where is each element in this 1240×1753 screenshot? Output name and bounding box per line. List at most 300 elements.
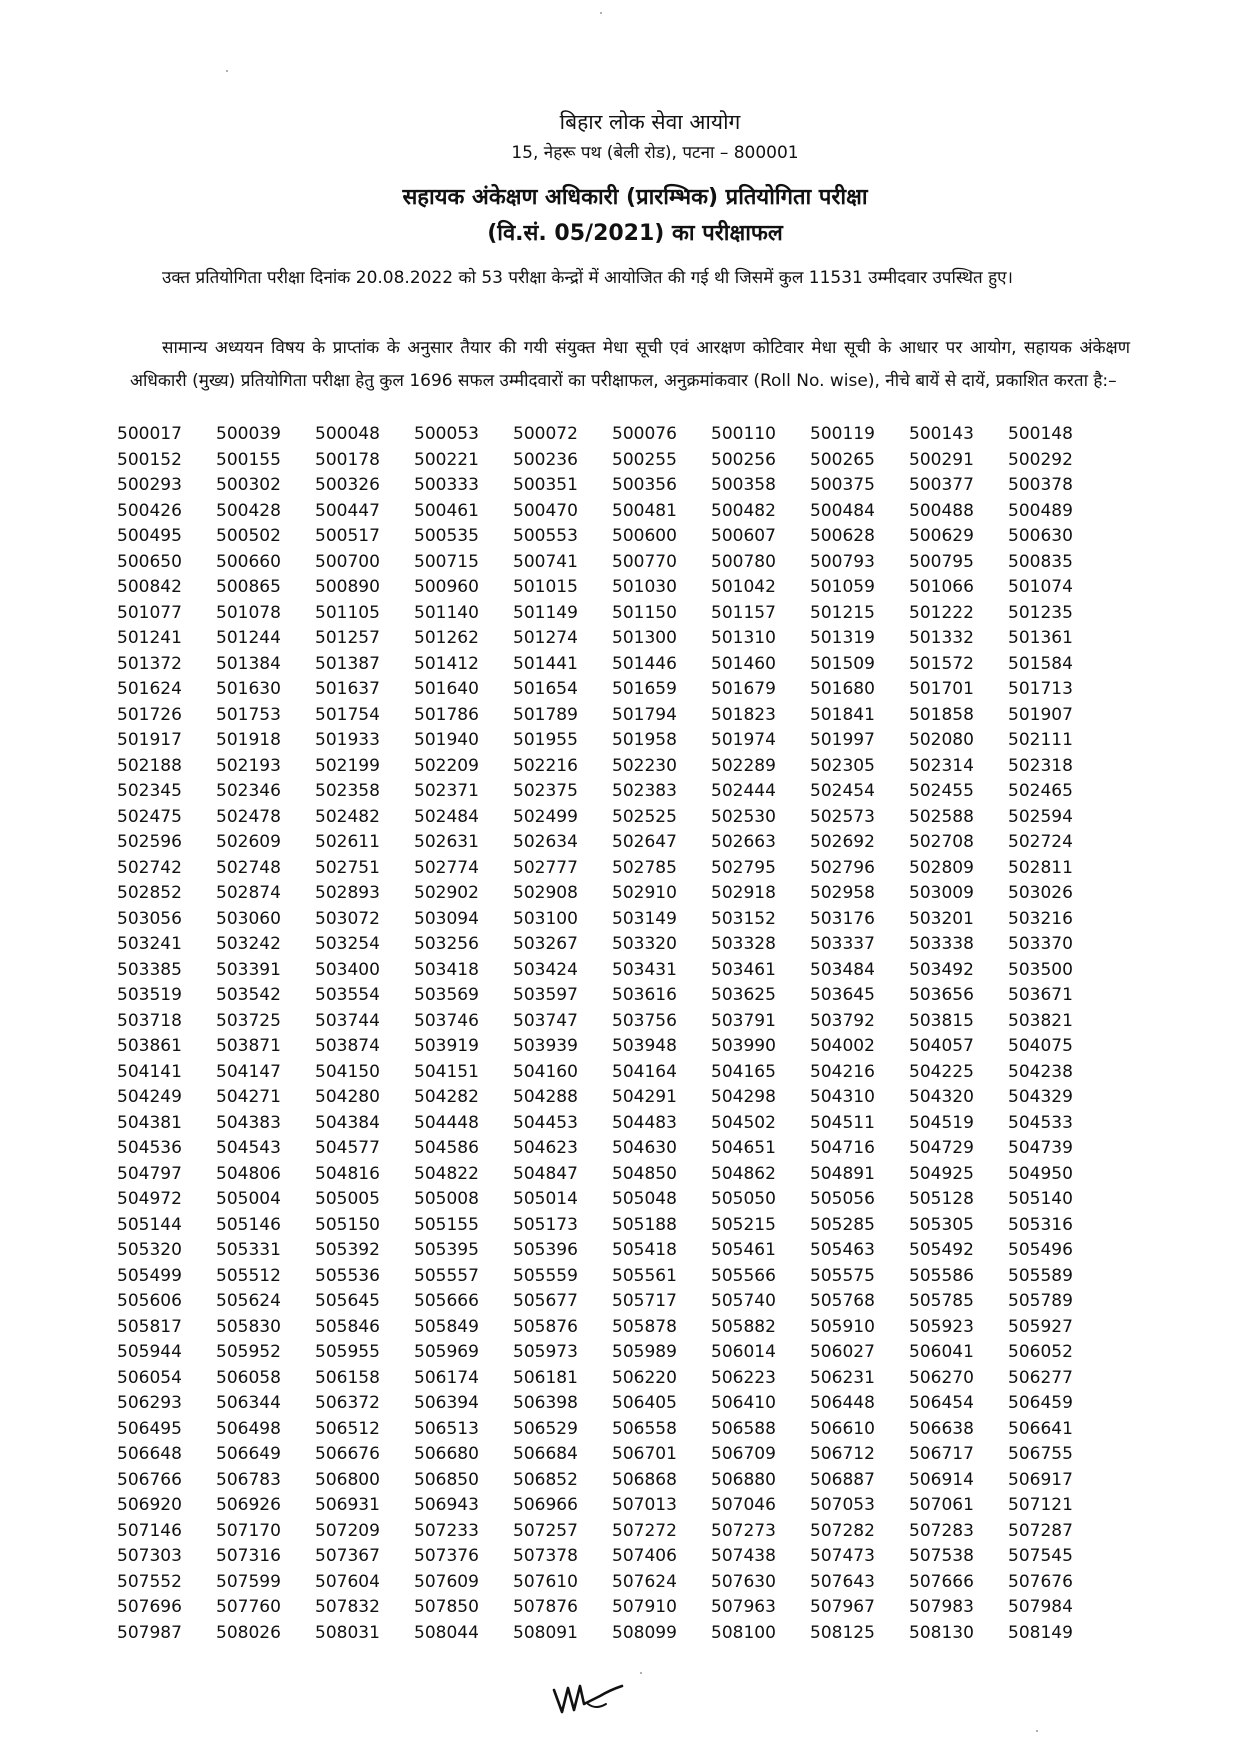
scan-speck xyxy=(226,70,228,72)
roll-number-cell: 502647 xyxy=(612,832,677,852)
roll-number-grid xyxy=(117,422,1137,1646)
roll-number-cell: 500481 xyxy=(612,500,677,521)
roll-number-cell: 505418 xyxy=(612,1240,677,1260)
roll-number-cell: 504298 xyxy=(711,1087,776,1107)
roll-number-cell: 506405 xyxy=(612,1393,677,1413)
roll-number-cell: 506783 xyxy=(216,1469,281,1490)
roll-number-cell: 503492 xyxy=(909,959,974,980)
roll-number-cell: 501958 xyxy=(612,730,677,750)
roll-number-cell: 503744 xyxy=(315,1010,380,1031)
roll-number-cell: 504280 xyxy=(315,1087,380,1107)
roll-number-cell: 501372 xyxy=(117,653,182,674)
roll-number-cell: 502455 xyxy=(909,781,974,801)
roll-number-cell: 507473 xyxy=(810,1546,875,1566)
roll-number-cell: 504850 xyxy=(612,1163,677,1184)
roll-number-cell: 500302 xyxy=(216,475,281,495)
roll-number-cell: 501105 xyxy=(315,602,380,623)
roll-number-cell: 503391 xyxy=(216,959,281,980)
roll-number-cell: 508044 xyxy=(414,1622,479,1643)
roll-number-cell: 500265 xyxy=(810,449,875,470)
roll-number-cell: 505005 xyxy=(315,1189,380,1209)
roll-number-cell: 503554 xyxy=(315,985,380,1005)
roll-number-cell: 501235 xyxy=(1008,602,1073,623)
roll-number-cell: 505817 xyxy=(117,1316,182,1337)
roll-number-cell: 505463 xyxy=(810,1240,875,1260)
roll-number-cell: 505008 xyxy=(414,1189,479,1209)
roll-number-cell: 507967 xyxy=(810,1597,875,1617)
roll-number-cell: 504225 xyxy=(909,1061,974,1082)
roll-number-cell: 502478 xyxy=(216,806,281,827)
roll-number-cell: 504448 xyxy=(414,1112,479,1133)
roll-number-cell: 506495 xyxy=(117,1418,182,1439)
roll-number-cell: 503656 xyxy=(909,985,974,1005)
roll-number-cell: 502375 xyxy=(513,781,578,801)
roll-number-cell: 502594 xyxy=(1008,806,1073,827)
roll-number-cell: 506220 xyxy=(612,1367,677,1388)
roll-number-cell: 502724 xyxy=(1008,832,1073,852)
roll-number-cell: 504249 xyxy=(117,1087,182,1107)
roll-number-cell: 501244 xyxy=(216,628,281,648)
roll-number-cell: 502454 xyxy=(810,781,875,801)
roll-number-cell: 502525 xyxy=(612,806,677,827)
roll-number-cell: 505004 xyxy=(216,1189,281,1209)
roll-number-cell: 501412 xyxy=(414,653,479,674)
roll-number-cell: 507832 xyxy=(315,1597,380,1617)
roll-number-cell: 503815 xyxy=(909,1010,974,1031)
roll-number-cell: 504381 xyxy=(117,1112,182,1133)
roll-number-cell: 501659 xyxy=(612,679,677,699)
roll-number-cell: 502475 xyxy=(117,806,182,827)
roll-number-cell: 502358 xyxy=(315,781,380,801)
roll-number-cell: 505589 xyxy=(1008,1265,1073,1286)
roll-number-cell: 506966 xyxy=(513,1495,578,1515)
roll-number-cell: 507146 xyxy=(117,1520,182,1541)
roll-number-cell: 500741 xyxy=(513,551,578,572)
roll-number-cell: 502346 xyxy=(216,781,281,801)
roll-number-cell: 508149 xyxy=(1008,1622,1073,1643)
roll-number-cell: 503461 xyxy=(711,959,776,980)
roll-number-cell: 502874 xyxy=(216,883,281,903)
roll-number-cell: 508099 xyxy=(612,1622,677,1643)
roll-number-cell: 501794 xyxy=(612,704,677,725)
roll-number-cell: 502199 xyxy=(315,755,380,776)
roll-number-cell: 506676 xyxy=(315,1444,380,1464)
roll-number-cell: 500835 xyxy=(1008,551,1073,572)
roll-number-cell: 500960 xyxy=(414,577,479,597)
roll-number-cell: 500660 xyxy=(216,551,281,572)
roll-number-cell: 500488 xyxy=(909,500,974,521)
roll-number-cell: 503267 xyxy=(513,934,578,954)
roll-number-cell: 501858 xyxy=(909,704,974,725)
roll-number-cell: 500780 xyxy=(711,551,776,572)
roll-number-cell: 508130 xyxy=(909,1622,974,1643)
roll-number-cell: 503718 xyxy=(117,1010,182,1031)
roll-number-cell: 501584 xyxy=(1008,653,1073,674)
roll-number-cell: 501933 xyxy=(315,730,380,750)
roll-number-cell: 500326 xyxy=(315,475,380,495)
roll-number-cell: 506701 xyxy=(612,1444,677,1464)
roll-number-cell: 508091 xyxy=(513,1622,578,1643)
roll-number-cell: 505395 xyxy=(414,1240,479,1260)
roll-number-cell: 501997 xyxy=(810,730,875,750)
roll-number-cell: 503056 xyxy=(117,908,182,929)
roll-number-cell: 500221 xyxy=(414,449,479,470)
roll-number-cell: 503597 xyxy=(513,985,578,1005)
roll-number-cell: 507283 xyxy=(909,1520,974,1541)
roll-number-cell: 504165 xyxy=(711,1061,776,1082)
roll-number-cell: 502893 xyxy=(315,883,380,903)
roll-number-cell: 506920 xyxy=(117,1495,182,1515)
paragraph-result-basis xyxy=(130,332,1130,398)
roll-number-cell: 505575 xyxy=(810,1265,875,1286)
roll-number-cell: 504729 xyxy=(909,1138,974,1158)
roll-number-cell: 504384 xyxy=(315,1112,380,1133)
roll-number-cell: 506498 xyxy=(216,1418,281,1439)
roll-number-cell: 501823 xyxy=(711,704,776,725)
roll-number-cell: 506270 xyxy=(909,1367,974,1388)
roll-number-cell: 506223 xyxy=(711,1367,776,1388)
roll-number-cell: 502796 xyxy=(810,857,875,878)
roll-number-cell: 501940 xyxy=(414,730,479,750)
roll-number-cell: 503616 xyxy=(612,985,677,1005)
paragraph-attendance xyxy=(130,262,1130,295)
roll-number-cell: 504822 xyxy=(414,1163,479,1184)
roll-number-cell: 500428 xyxy=(216,500,281,521)
roll-number-cell: 504288 xyxy=(513,1087,578,1107)
roll-number-cell: 503671 xyxy=(1008,985,1073,1005)
roll-number-cell: 505677 xyxy=(513,1291,578,1311)
roll-number-cell: 502609 xyxy=(216,832,281,852)
roll-number-cell: 501637 xyxy=(315,679,380,699)
roll-number-cell: 501319 xyxy=(810,628,875,648)
roll-number-cell: 503337 xyxy=(810,934,875,954)
roll-number-cell: 504164 xyxy=(612,1061,677,1082)
roll-number-cell: 505878 xyxy=(612,1316,677,1337)
roll-number-cell: 502751 xyxy=(315,857,380,878)
roll-number-cell: 504950 xyxy=(1008,1163,1073,1184)
roll-number-cell: 501679 xyxy=(711,679,776,699)
roll-number-cell: 505586 xyxy=(909,1265,974,1286)
roll-number-cell: 505392 xyxy=(315,1240,380,1260)
roll-number-cell: 504536 xyxy=(117,1138,182,1158)
roll-number-cell: 505155 xyxy=(414,1214,479,1235)
scan-speck xyxy=(640,1672,642,1674)
roll-number-cell: 506610 xyxy=(810,1418,875,1439)
roll-number-cell: 506887 xyxy=(810,1469,875,1490)
roll-number-cell: 505876 xyxy=(513,1316,578,1337)
roll-number-cell: 503569 xyxy=(414,985,479,1005)
roll-number-cell: 506914 xyxy=(909,1469,974,1490)
roll-number-cell: 504329 xyxy=(1008,1087,1073,1107)
roll-number-cell: 506027 xyxy=(810,1342,875,1362)
roll-number-cell: 506041 xyxy=(909,1342,974,1362)
roll-number-cell: 502785 xyxy=(612,857,677,878)
roll-number-cell: 500890 xyxy=(315,577,380,597)
roll-number-cell: 502314 xyxy=(909,755,974,776)
roll-number-cell: 508031 xyxy=(315,1622,380,1643)
roll-number-cell: 501624 xyxy=(117,679,182,699)
roll-number-cell: 501789 xyxy=(513,704,578,725)
roll-number-cell: 506641 xyxy=(1008,1418,1073,1439)
roll-number-cell: 505944 xyxy=(117,1342,182,1362)
roll-number-cell: 503152 xyxy=(711,908,776,929)
roll-number-cell: 502852 xyxy=(117,883,182,903)
roll-number-cell: 502305 xyxy=(810,755,875,776)
roll-number-cell: 501149 xyxy=(513,602,578,623)
roll-number-cell: 504502 xyxy=(711,1112,776,1133)
roll-number-cell: 503625 xyxy=(711,985,776,1005)
roll-number-cell: 507609 xyxy=(414,1571,479,1592)
roll-number-cell: 501241 xyxy=(117,628,182,648)
roll-number-cell: 505305 xyxy=(909,1214,974,1235)
roll-number-cell: 500607 xyxy=(711,526,776,546)
roll-number-cell: 503431 xyxy=(612,959,677,980)
roll-number-cell: 503328 xyxy=(711,934,776,954)
roll-number-cell: 506684 xyxy=(513,1444,578,1464)
roll-number-cell: 505140 xyxy=(1008,1189,1073,1209)
roll-number-cell: 505789 xyxy=(1008,1291,1073,1311)
roll-number-cell: 503861 xyxy=(117,1036,182,1056)
roll-number-cell: 507910 xyxy=(612,1597,677,1617)
roll-number-cell: 505536 xyxy=(315,1265,380,1286)
roll-number-cell: 507963 xyxy=(711,1597,776,1617)
roll-number-cell: 505849 xyxy=(414,1316,479,1337)
roll-number-cell: 504847 xyxy=(513,1163,578,1184)
roll-number-cell: 506648 xyxy=(117,1444,182,1464)
roll-number-cell: 503500 xyxy=(1008,959,1073,980)
roll-number-cell: 500470 xyxy=(513,500,578,521)
roll-number-cell: 501015 xyxy=(513,577,578,597)
roll-number-cell: 506174 xyxy=(414,1367,479,1388)
roll-number-cell: 504739 xyxy=(1008,1138,1073,1158)
roll-number-cell: 507624 xyxy=(612,1571,677,1592)
roll-number-cell: 501042 xyxy=(711,577,776,597)
letterhead xyxy=(0,108,1240,163)
roll-number-cell: 500155 xyxy=(216,449,281,470)
roll-number-cell: 506868 xyxy=(612,1469,677,1490)
roll-number-cell: 506755 xyxy=(1008,1444,1073,1464)
roll-number-cell: 500076 xyxy=(612,424,677,444)
roll-number-cell: 503201 xyxy=(909,908,974,929)
exam-title-line-2: (वि.सं. 05/2021) का परीक्षाफल xyxy=(487,221,783,246)
signature-mark xyxy=(548,1660,628,1720)
roll-number-cell: 507987 xyxy=(117,1622,182,1643)
roll-number-cell: 506052 xyxy=(1008,1342,1073,1362)
roll-number-cell: 500461 xyxy=(414,500,479,521)
roll-number-cell: 506054 xyxy=(117,1367,182,1388)
roll-number-cell: 504806 xyxy=(216,1163,281,1184)
roll-number-cell: 507061 xyxy=(909,1495,974,1515)
roll-number-cell: 500629 xyxy=(909,526,974,546)
roll-number-cell: 506410 xyxy=(711,1393,776,1413)
roll-number-cell: 501509 xyxy=(810,653,875,674)
roll-number-cell: 504075 xyxy=(1008,1036,1073,1056)
roll-number-cell: 504511 xyxy=(810,1112,875,1133)
roll-number-cell: 505173 xyxy=(513,1214,578,1235)
roll-number-cell: 500630 xyxy=(1008,526,1073,546)
roll-number-cell: 502209 xyxy=(414,755,479,776)
roll-number-cell: 501215 xyxy=(810,602,875,623)
roll-number-cell: 504586 xyxy=(414,1138,479,1158)
roll-number-cell: 506058 xyxy=(216,1367,281,1388)
roll-number-cell: 502918 xyxy=(711,883,776,903)
roll-number-cell: 505989 xyxy=(612,1342,677,1362)
roll-number-cell: 500502 xyxy=(216,526,281,546)
roll-number-cell: 503100 xyxy=(513,908,578,929)
org-name: बिहार लोक सेवा आयोग xyxy=(559,110,741,134)
roll-number-cell: 503241 xyxy=(117,934,182,954)
roll-number-cell: 506277 xyxy=(1008,1367,1073,1388)
roll-number-cell: 504310 xyxy=(810,1087,875,1107)
roll-number-cell: 503990 xyxy=(711,1036,776,1056)
roll-number-cell: 504383 xyxy=(216,1112,281,1133)
roll-number-cell: 502289 xyxy=(711,755,776,776)
roll-number-cell: 503094 xyxy=(414,908,479,929)
roll-number-cell: 500715 xyxy=(414,551,479,572)
roll-number-cell: 504151 xyxy=(414,1061,479,1082)
roll-number-cell: 503484 xyxy=(810,959,875,980)
roll-number-cell: 500447 xyxy=(315,500,380,521)
roll-number-cell: 507367 xyxy=(315,1546,380,1566)
exam-title-line-1: सहायक अंकेक्षण अधिकारी (प्रारम्भिक) प्रतियोगिता परीक्षा xyxy=(402,185,868,210)
roll-number-cell: 504925 xyxy=(909,1163,974,1184)
roll-number-cell: 500535 xyxy=(414,526,479,546)
roll-number-cell: 500600 xyxy=(612,526,677,546)
roll-number-cell: 506917 xyxy=(1008,1469,1073,1490)
roll-number-cell: 502588 xyxy=(909,806,974,827)
roll-number-cell: 500865 xyxy=(216,577,281,597)
roll-number-cell: 507983 xyxy=(909,1597,974,1617)
roll-number-cell: 506014 xyxy=(711,1342,776,1362)
roll-number-cell: 500333 xyxy=(414,475,479,495)
roll-number-cell: 505717 xyxy=(612,1291,677,1311)
roll-number-cell: 500291 xyxy=(909,449,974,470)
roll-number-cell: 500293 xyxy=(117,475,182,495)
roll-number-cell: 504816 xyxy=(315,1163,380,1184)
roll-number-cell: 500072 xyxy=(513,424,578,444)
roll-number-cell: 502748 xyxy=(216,857,281,878)
roll-number-cell: 501157 xyxy=(711,602,776,623)
roll-number-cell: 506181 xyxy=(513,1367,578,1388)
roll-number-cell: 508026 xyxy=(216,1622,281,1643)
roll-number-cell: 506513 xyxy=(414,1418,479,1439)
roll-number-cell: 507303 xyxy=(117,1546,182,1566)
roll-number-cell: 507666 xyxy=(909,1571,974,1592)
roll-number-cell: 503254 xyxy=(315,934,380,954)
roll-number-cell: 507272 xyxy=(612,1520,677,1541)
roll-number-cell: 503939 xyxy=(513,1036,578,1056)
roll-number-cell: 500793 xyxy=(810,551,875,572)
roll-number-cell: 502774 xyxy=(414,857,479,878)
roll-number-cell: 500482 xyxy=(711,500,776,521)
roll-number-cell: 501078 xyxy=(216,602,281,623)
roll-number-cell: 501030 xyxy=(612,577,677,597)
roll-number-cell: 507676 xyxy=(1008,1571,1073,1592)
roll-number-cell: 501262 xyxy=(414,628,479,648)
roll-number-cell: 507984 xyxy=(1008,1597,1073,1617)
roll-number-cell: 501753 xyxy=(216,704,281,725)
roll-number-cell: 505561 xyxy=(612,1265,677,1286)
roll-number-cell: 507376 xyxy=(414,1546,479,1566)
roll-number-cell: 503216 xyxy=(1008,908,1073,929)
roll-number-cell: 500178 xyxy=(315,449,380,470)
roll-number-cell: 500017 xyxy=(117,424,182,444)
roll-number-cell: 505666 xyxy=(414,1291,479,1311)
roll-number-cell: 504519 xyxy=(909,1112,974,1133)
roll-number-cell: 507273 xyxy=(711,1520,776,1541)
roll-number-cell: 507209 xyxy=(315,1520,380,1541)
roll-number-cell: 507630 xyxy=(711,1571,776,1592)
roll-number-cell: 503746 xyxy=(414,1010,479,1031)
roll-number-cell: 506512 xyxy=(315,1418,380,1439)
roll-number-cell: 504271 xyxy=(216,1087,281,1107)
roll-number-cell: 505882 xyxy=(711,1316,776,1337)
roll-number-cell: 501387 xyxy=(315,653,380,674)
roll-number-cell: 507545 xyxy=(1008,1546,1073,1566)
roll-number-cell: 500842 xyxy=(117,577,182,597)
roll-number-cell: 504630 xyxy=(612,1138,677,1158)
roll-number-cell: 504291 xyxy=(612,1087,677,1107)
roll-number-cell: 505740 xyxy=(711,1291,776,1311)
roll-number-cell: 502663 xyxy=(711,832,776,852)
roll-number-cell: 504651 xyxy=(711,1138,776,1158)
roll-number-cell: 504141 xyxy=(117,1061,182,1082)
roll-number-cell: 501074 xyxy=(1008,577,1073,597)
roll-number-cell: 500553 xyxy=(513,526,578,546)
roll-number-cell: 500039 xyxy=(216,424,281,444)
roll-number-cell: 502908 xyxy=(513,883,578,903)
roll-number-cell: 505285 xyxy=(810,1214,875,1235)
paragraph-attendance-text: उक्त प्रतियोगिता परीक्षा दिनांक 20.08.2022 को 53 परीक्षा केन्द्रों में आयोजित की गई थी जिसमें कुल 11531 उम्मीदवार उपस्थित हुए। xyxy=(162,268,1013,288)
roll-number-cell: 505566 xyxy=(711,1265,776,1286)
roll-number-cell: 505496 xyxy=(1008,1240,1073,1260)
roll-number-cell: 503418 xyxy=(414,959,479,980)
roll-number-cell: 502499 xyxy=(513,806,578,827)
paragraph-result-basis-text: सामान्य अध्ययन विषय के प्राप्तांक के अनुसार तैयार की गयी संयुक्त मेधा सूची एवं आरक्षण कोटिवार मेधा सूची के आधार पर आयोग, सहायक अंकेक्षण अधिकारी (मुख्य) प्रतियोगिता परीक्षा हेतु कुल 1696 सफल उम्मीदवारों का परीक्षाफल, अनुक्रमांकवार (Roll No. wise), नीचे बायें से दायें, प्रकाशित करता है:– xyxy=(130,338,1130,391)
roll-number-cell: 504002 xyxy=(810,1036,875,1056)
roll-number-cell: 501955 xyxy=(513,730,578,750)
roll-number-cell: 505499 xyxy=(117,1265,182,1286)
roll-number-cell: 502742 xyxy=(117,857,182,878)
roll-number-cell: 504797 xyxy=(117,1163,182,1184)
roll-number-cell: 500351 xyxy=(513,475,578,495)
roll-number-cell: 501917 xyxy=(117,730,182,750)
roll-number-cell: 500152 xyxy=(117,449,182,470)
roll-number-cell: 503242 xyxy=(216,934,281,954)
roll-number-cell: 503149 xyxy=(612,908,677,929)
roll-number-cell: 505144 xyxy=(117,1214,182,1235)
roll-number-cell: 505492 xyxy=(909,1240,974,1260)
roll-number-cell: 504160 xyxy=(513,1061,578,1082)
roll-number-cell: 501918 xyxy=(216,730,281,750)
roll-number-cell: 506394 xyxy=(414,1393,479,1413)
roll-number-cell: 500236 xyxy=(513,449,578,470)
roll-number-cell: 506800 xyxy=(315,1469,380,1490)
roll-number-cell: 501841 xyxy=(810,704,875,725)
roll-number-cell: 502193 xyxy=(216,755,281,776)
roll-number-cell: 507013 xyxy=(612,1495,677,1515)
roll-number-cell: 501701 xyxy=(909,679,974,699)
roll-number-cell: 500495 xyxy=(117,526,182,546)
roll-number-cell: 507438 xyxy=(711,1546,776,1566)
roll-number-cell: 505056 xyxy=(810,1189,875,1209)
roll-number-cell: 506454 xyxy=(909,1393,974,1413)
roll-number-cell: 503919 xyxy=(414,1036,479,1056)
roll-number-cell: 504972 xyxy=(117,1189,182,1209)
roll-number-cell: 505830 xyxy=(216,1316,281,1337)
roll-number-cell: 507552 xyxy=(117,1571,182,1592)
roll-number-cell: 502482 xyxy=(315,806,380,827)
